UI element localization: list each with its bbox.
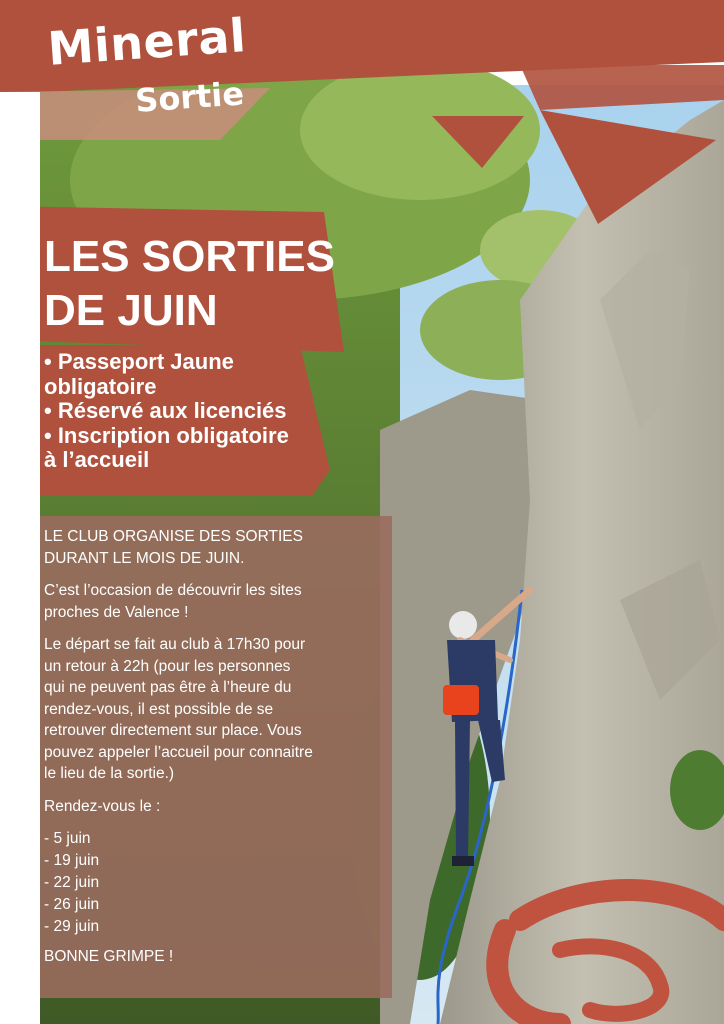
departure-line: retrouver directement sur place. Vous — [44, 722, 302, 739]
date-item: - 19 juin — [44, 852, 100, 869]
date-item: - 22 juin — [44, 874, 100, 891]
intro-line: LE CLUB ORGANISE DES SORTIES — [44, 528, 303, 545]
requirement-line: obligatoire — [44, 373, 157, 399]
date-item: - 29 juin — [44, 918, 100, 935]
title-line-1: LES SORTIES — [44, 232, 335, 281]
requirement-line: à l’accueil — [44, 447, 150, 472]
date-item: - 5 juin — [44, 830, 91, 847]
info-panel — [44, 526, 380, 979]
dates-list — [44, 828, 380, 938]
departure-line: un retour à 22h (pour les personnes — [44, 657, 291, 675]
closing-text: BONNE GRIMPE ! — [44, 948, 174, 965]
brand-subtitle: Sortie — [134, 74, 246, 120]
departure-line: pouvez appeler l’accueil pour connaitre — [44, 743, 313, 761]
departure-line: le lieu de la sortie.) — [44, 765, 175, 782]
date-item: - 26 juin — [44, 896, 100, 913]
requirement-line: • Passeport Jaune — [44, 349, 234, 374]
departure-paragraph — [44, 634, 380, 785]
rdv-label: Rendez-vous le : — [44, 797, 161, 815]
brand-title: Mineral — [46, 8, 248, 76]
requirements-list — [44, 350, 289, 473]
title-line-2: DE JUIN — [44, 286, 218, 335]
departure-line: rendez-vous, il est possible de se — [44, 700, 274, 718]
departure-line: Le départ se fait au club à 17h30 pour — [44, 636, 306, 653]
occasion-paragraph — [44, 580, 380, 623]
intro-paragraph — [44, 526, 380, 569]
occasion-line: C’est l’occasion de découvrir les sites — [44, 582, 302, 599]
departure-line: qui ne peuvent pas être à l’heure du — [44, 679, 292, 696]
occasion-line: proches de Valence ! — [44, 603, 189, 621]
page-title — [44, 230, 335, 338]
requirement-line: • Inscription obligatoire — [44, 422, 289, 448]
intro-line: DURANT LE MOIS DE JUIN. — [44, 549, 245, 567]
requirement-line: • Réservé aux licenciés — [44, 398, 287, 423]
